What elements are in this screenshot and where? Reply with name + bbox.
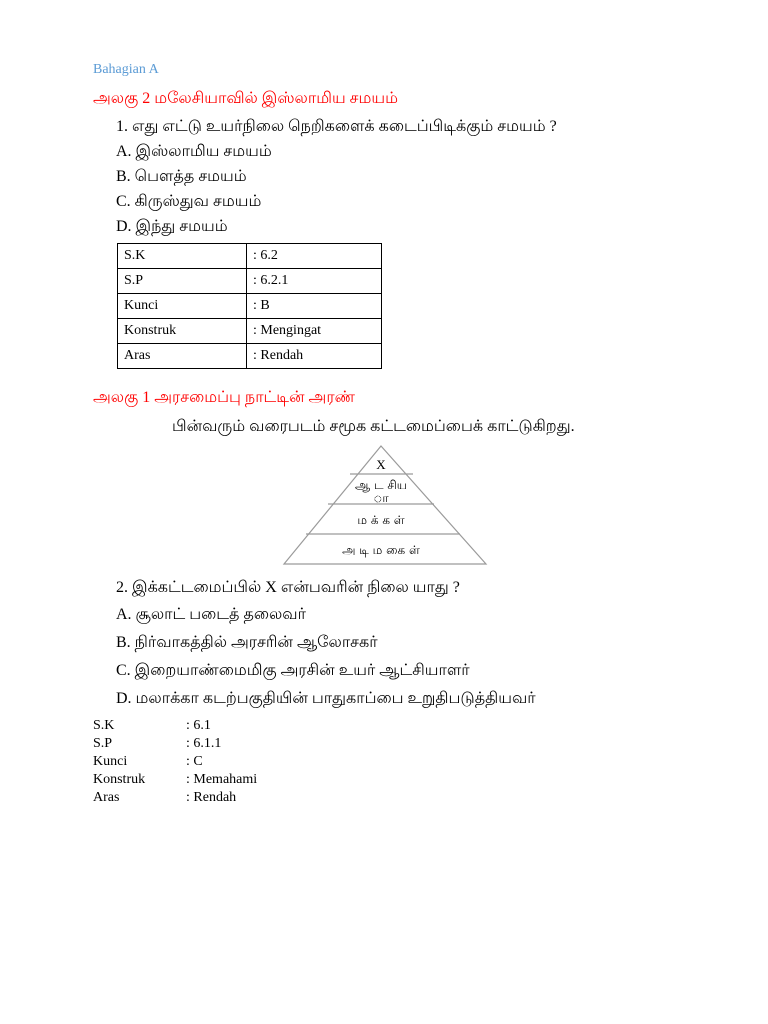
unit-2-title: அலகு 1 அரசமைப்பு நாட்டின் அரண்	[93, 389, 355, 406]
pyramid-level-2-line-2: ா	[373, 491, 389, 505]
list-item	[93, 790, 393, 808]
question-2: 2. இக்கட்டமைப்பில் X என்பவரின் நிலை யாது ?	[116, 579, 460, 596]
info-key: Kunci	[118, 294, 247, 319]
table-row	[118, 244, 382, 269]
table-row	[118, 344, 382, 369]
question-1-option-b: B. பௌத்த சமயம்	[116, 168, 247, 185]
question-2-option-d: D. மலாக்கா கடற்பகுதியின் பாதுகாப்பை உறுதிபடுத்தியவர்	[116, 690, 536, 707]
unit-1-title: அலகு 2 மலேசியாவில் இஸ்லாமிய சமயம்	[93, 90, 398, 107]
info-key: Kunci	[93, 754, 128, 769]
info-value: : Memahami	[186, 772, 258, 787]
question-2-info-list	[93, 718, 393, 818]
question-2-option-c: C. இறையாண்மைமிகு அரசின் உயர் ஆட்சியாளர்	[116, 662, 470, 679]
table-row	[118, 319, 382, 344]
info-key: S.P	[93, 736, 113, 751]
list-item	[93, 718, 393, 736]
info-key: Aras	[118, 344, 247, 369]
info-value: : Rendah	[186, 790, 237, 805]
table-row	[118, 269, 382, 294]
pyramid-level-x: X	[376, 457, 386, 472]
pyramid-level-2-line-1: ஆ ட சிய	[354, 478, 408, 492]
question-1-option-a: A. இஸ்லாமிய சமயம்	[116, 143, 272, 160]
question-1-option-c: C. கிருஸ்துவ சமயம்	[116, 193, 262, 210]
info-key: S.K	[93, 718, 115, 733]
info-value: : 6.2	[247, 244, 382, 269]
table-row	[118, 294, 382, 319]
info-value: : 6.1.1	[186, 736, 222, 751]
question-2-option-b: B. நிர்வாகத்தில் அரசரின் ஆலோசகர்	[116, 634, 378, 651]
list-item	[93, 772, 393, 790]
list-item	[93, 754, 393, 772]
question-1-info-table	[117, 243, 382, 369]
info-value: : C	[186, 754, 203, 769]
social-structure-pyramid	[280, 444, 490, 568]
pyramid-level-4: அ டி ம கை ள்	[342, 543, 420, 557]
question-2-option-a: A. சூலாட் படைத் தலைவர்	[116, 606, 306, 623]
question-1-option-d: D. இந்து சமயம்	[116, 218, 228, 235]
info-key: S.K	[118, 244, 247, 269]
info-key: Konstruk	[118, 319, 247, 344]
diagram-intro: பின்வரும் வரைபடம் சமூக கட்டமைப்பைக் காட்டுகிறது.	[172, 418, 575, 435]
info-value: : B	[247, 294, 382, 319]
pyramid-level-3: ம க் க ள்	[357, 513, 405, 527]
info-value: : 6.1	[186, 718, 211, 733]
info-key: Konstruk	[93, 772, 146, 787]
info-value: : Mengingat	[247, 319, 382, 344]
section-heading: Bahagian A	[93, 62, 159, 77]
info-key: Aras	[93, 790, 120, 805]
info-value: : 6.2.1	[247, 269, 382, 294]
question-1: 1. எது எட்டு உயர்நிலை நெறிகளைக் கடைப்பிடிக்கும் சமயம் ?	[116, 118, 557, 135]
list-item	[93, 736, 393, 754]
info-key: S.P	[118, 269, 247, 294]
info-value: : Rendah	[247, 344, 382, 369]
